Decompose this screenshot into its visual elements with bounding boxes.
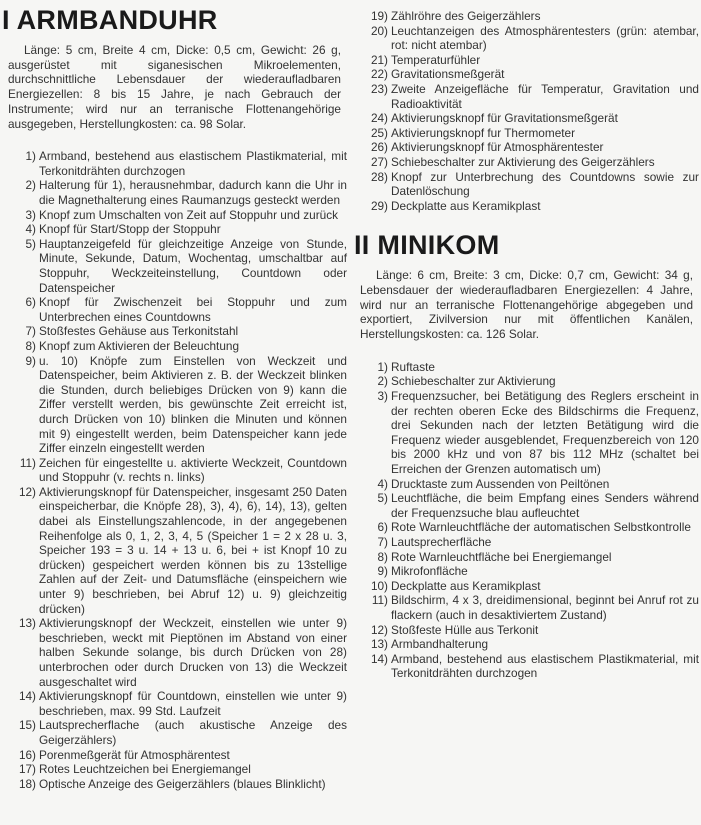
- item-text: Armband, bestehend aus elastischem Plastikmaterial, mit Terkonitdrähten durchzogen: [391, 651, 699, 681]
- item-number: 5): [25, 236, 36, 251]
- list-item: [2, 295, 347, 324]
- item-text: Lautsprecherfläche: [391, 534, 492, 549]
- list-item: [354, 199, 699, 214]
- list-item: [2, 237, 347, 295]
- list-item: [354, 550, 699, 565]
- item-text: Knopf zum Aktivieren der Beleuchtung: [39, 338, 240, 353]
- item-number: 3): [25, 207, 36, 222]
- list-item: [354, 579, 699, 594]
- item-number: 14): [370, 651, 388, 666]
- list-item: [354, 126, 699, 141]
- item-text: Deckplatte aus Keramikplast: [391, 198, 541, 213]
- item-text: Gravitationsmeßgerät: [391, 67, 505, 82]
- item-number: 12): [370, 622, 388, 637]
- item-number: 11): [19, 455, 36, 470]
- item-text: Aktivierungsknopf für Atmosphärentester: [391, 140, 604, 155]
- item-number: 26): [370, 140, 388, 155]
- item-number: 7): [25, 324, 36, 339]
- item-text: Aktivierungsknopf für Datenspeicher, insgesamt 250 Daten einspeicherbar, die Knöpfe 28), 3), 4), 6), 14), 13), gelten dabei als Einstellungszahlencode, in der angegebenen Reihenfolge als 0, 1, 2, 3, 4, 5 (Speicher 1 = 2 x 28 u. 3, Speicher 193 = 3 u. 14 + 13 u. 6, bei + ist Knopf 10 zu drücken) gespeichert werden können bis zu 13stellige Zahlen auf der Zeit- und Datumsfläche (einspeichern wie unter 9) beschrieben, bei Abruf 12) u. 9) gleichzeitig drücken): [39, 484, 347, 616]
- list-item: [354, 82, 699, 111]
- minikom-intro: Länge: 6 cm, Breite: 3 cm, Dicke: 0,7 cm, Gewicht: 34 g, Lebensdauer der wiederaufladbaren Energiezellen: 4 Jahre, wird nur an terranische Flottenangehörige abgegeben und exportiert, Zivilversion nur mit öffentlichen Kanälen, Herstellungskosten: ca. 126 Solar.: [360, 268, 693, 342]
- list-item: [2, 324, 347, 339]
- list-item: [354, 24, 699, 53]
- list-item: [354, 637, 699, 652]
- item-number: 10): [370, 578, 388, 593]
- list-item: [354, 491, 699, 520]
- item-text: Bildschirm, 4 x 3, dreidimensional, beginnt bei Anruf rot zu flackern (auch in desaktiviertem Zustand): [391, 593, 699, 622]
- list-item: [354, 477, 699, 492]
- item-text: Schiebeschalter zur Aktivierung des Geigerzählers: [391, 154, 655, 169]
- item-text: Mikrofonfläche: [391, 564, 468, 579]
- item-number: 4): [377, 476, 388, 491]
- list-item: [2, 748, 347, 763]
- list-item: [354, 535, 699, 550]
- item-text: Zählröhre des Geigerzählers: [391, 9, 541, 23]
- item-text: Temperaturfühler: [391, 52, 481, 67]
- list-item: [354, 593, 699, 622]
- item-number: 24): [370, 111, 388, 126]
- item-text: Knopf für Zwischenzeit bei Stoppuhr und zum Unterbrechen eines Countdowns: [39, 295, 347, 324]
- list-item: [2, 485, 347, 616]
- item-text: u. 10) Knöpfe zum Einstellen von Weckzeit und Datenspeicher, beim Aktivieren z. B. der Weckzeit blinken die Stunden, durch beliebiges Drücken von 9) kann die Ziffer verstellt werden, bis gewünschte Zeit erreicht ist, durch Drücken von 10) blinken die Minuten und können mit 9) eingestellt werden, beim Datenspeicher kann jede Ziffer einzeln eingestellt werden: [39, 353, 347, 456]
- item-number: 2): [25, 178, 36, 193]
- list-item: [2, 354, 347, 456]
- list-item: [354, 67, 699, 82]
- list-item: [354, 170, 699, 199]
- armbanduhr-item-list: [2, 149, 347, 791]
- item-text: Leuchtanzeigen des Atmosphärentesters (grün: atembar, rot: nicht atembar): [391, 23, 699, 53]
- item-text: Aktivierungsknopf für Countdown, einstellen wie unter 9) beschrieben, max. 99 Std. Laufzeit: [39, 689, 347, 718]
- item-number: 27): [370, 154, 388, 169]
- item-number: 17): [18, 762, 36, 777]
- item-text: Aktivierungsknopf der Weckzeit, einstellen wie unter 9) beschrieben, weckt mit Pieptönen im Abstand von einer halben Sekunde solange, bis durch Drücken von 28) unterbrochen oder durch Drucken von 13) die Weckzeit ausgeschaltet wird: [39, 616, 347, 689]
- item-number: 7): [377, 534, 388, 549]
- list-item: [354, 520, 699, 535]
- item-number: 16): [18, 747, 36, 762]
- item-number: 4): [25, 222, 36, 237]
- item-text: Hauptanzeigefeld für gleichzeitige Anzeige von Stunde, Minute, Sekunde, Datum, Wochentag, umschaltbar auf Stoppuhr, Weckzeiteinstellung, Countdown oder Datenspeicher: [39, 236, 347, 295]
- minikom-item-list: [354, 360, 699, 681]
- item-number: 8): [377, 549, 388, 564]
- minikom-title: II MINIKOM: [354, 230, 500, 261]
- item-number: 25): [370, 125, 388, 140]
- list-item: [2, 616, 347, 689]
- item-text: Aktivierungsknopf fur Thermometer: [391, 125, 576, 140]
- item-text: Frequenzsucher, bei Betätigung des Reglers erscheint in der rechten oberen Ecke des Bildschirms die Frequenz, drei Sekunden nach der letzten Betätigung wird die Frequenz wieder ausgeblendet, Frequenzbereich von 120 bis 2000 kHz und von 87 bis 112 MHz (schaltet bei Erreichen der Grenzen automatisch um): [391, 389, 699, 476]
- left-column: [2, 0, 347, 791]
- item-number: 28): [370, 169, 388, 184]
- item-number: 15): [18, 718, 36, 733]
- item-number: 13): [370, 637, 388, 652]
- list-item: [354, 53, 699, 68]
- item-text: Armband, bestehend aus elastischem Plastikmaterial, mit Terkonitdrähten durchzogen: [39, 149, 347, 178]
- item-number: 29): [370, 198, 388, 213]
- list-item: [2, 178, 347, 207]
- item-text: Stoßfestes Gehäuse aus Terkonitstahl: [39, 324, 239, 339]
- item-number: 8): [25, 338, 36, 353]
- item-number: 1): [377, 359, 388, 374]
- item-number: 11): [371, 593, 388, 608]
- list-item: [354, 389, 699, 477]
- list-item: [2, 208, 347, 223]
- item-number: 9): [377, 564, 388, 579]
- list-item: [354, 140, 699, 155]
- item-text: Rote Warnleuchtfläche der automatischen Selbstkontrolle: [391, 520, 691, 535]
- item-number: 21): [370, 52, 388, 67]
- item-text: Ruftaste: [391, 359, 435, 374]
- list-item: [354, 374, 699, 389]
- list-item: [354, 652, 699, 681]
- item-text: Aktivierungsknopf für Gravitationsmeßgerät: [391, 111, 618, 126]
- item-text: Zeichen für eingestellte u. aktivierte Weckzeit, Countdown und Stoppuhr (v. rechts n. links): [39, 455, 347, 485]
- item-number: 6): [25, 295, 36, 310]
- item-text: Lautsprecherflache (auch akustische Anzeige des Geigerzählers): [39, 718, 347, 747]
- armbanduhr-item-list-continued: [354, 9, 699, 213]
- item-text: Knopf zur Unterbrechung des Countdowns sowie zur Datenlöschung: [391, 169, 699, 199]
- item-text: Knopf für Start/Stopp der Stoppuhr: [39, 222, 221, 237]
- item-number: 18): [18, 776, 36, 791]
- item-text: Deckplatte aus Keramikplast: [391, 578, 541, 593]
- list-item: [2, 762, 347, 777]
- list-item: [2, 222, 347, 237]
- item-text: Zweite Anzeigefläche für Temperatur, Gravitation und Radioaktivität: [391, 81, 699, 111]
- list-item: [2, 456, 347, 485]
- item-text: Knopf zum Umschalten von Zeit auf Stoppuhr und zurück: [39, 207, 339, 222]
- item-number: 6): [377, 520, 388, 535]
- list-item: [354, 360, 699, 375]
- list-item: [2, 149, 347, 178]
- armbanduhr-title: I ARMBANDUHR: [2, 5, 218, 35]
- list-item: [2, 689, 347, 718]
- item-number: 23): [370, 81, 388, 96]
- right-column: [354, 0, 699, 681]
- item-text: Optische Anzeige des Geigerzählers (blaues Blinklicht): [39, 776, 326, 791]
- list-item: [354, 111, 699, 126]
- item-number: 3): [377, 389, 388, 404]
- item-text: Rote Warnleuchtfläche bei Energiemangel: [391, 549, 612, 564]
- item-number: 2): [377, 374, 388, 389]
- item-number: 20): [370, 23, 388, 38]
- armbanduhr-intro: Länge: 5 cm, Breite 4 cm, Dicke: 0,5 cm, Gewicht: 26 g, ausgerüstet mit siganesischen Mikroelementen, durchschnittliche Lebensdauer der wiederaufladbaren Energiezellen: 8 bis 15 Jahre, je nach Gebrauch der Instrumente; wird nur an terranische Flottenangehörige ausgegeben, Herstellungkosten: ca. 98 Solar.: [8, 43, 341, 131]
- item-text: Rotes Leuchtzeichen bei Energiemangel: [39, 762, 251, 777]
- item-number: 14): [18, 689, 36, 704]
- list-item: [2, 339, 347, 354]
- item-text: Porenmeßgerät für Atmosphärentest: [39, 747, 230, 762]
- item-number: 12): [18, 484, 36, 499]
- item-text: Drucktaste zum Aussenden von Peiltönen: [391, 476, 610, 491]
- item-text: Schiebeschalter zur Aktivierung: [391, 374, 556, 389]
- item-number: 22): [370, 67, 388, 82]
- list-item: [354, 9, 699, 24]
- item-number: 19): [370, 9, 388, 23]
- list-item: [354, 623, 699, 638]
- item-text: Armbandhalterung: [391, 637, 489, 652]
- item-text: Stoßfeste Hülle aus Terkonit: [391, 622, 539, 637]
- item-number: 13): [18, 616, 36, 631]
- list-item: [2, 718, 347, 747]
- item-text: Leuchtfläche, die beim Empfang eines Senders während der Frequenzsuche blau aufleuchtet: [391, 491, 699, 520]
- item-number: 5): [377, 491, 388, 506]
- item-text: Halterung für 1), herausnehmbar, dadurch kann die Uhr in die Magnethalterung eines Raumanzugs gesteckt werden: [39, 178, 347, 207]
- list-item: [354, 564, 699, 579]
- item-number: 1): [25, 149, 36, 164]
- item-number: 9): [25, 353, 36, 368]
- list-item: [2, 777, 347, 792]
- list-item: [354, 155, 699, 170]
